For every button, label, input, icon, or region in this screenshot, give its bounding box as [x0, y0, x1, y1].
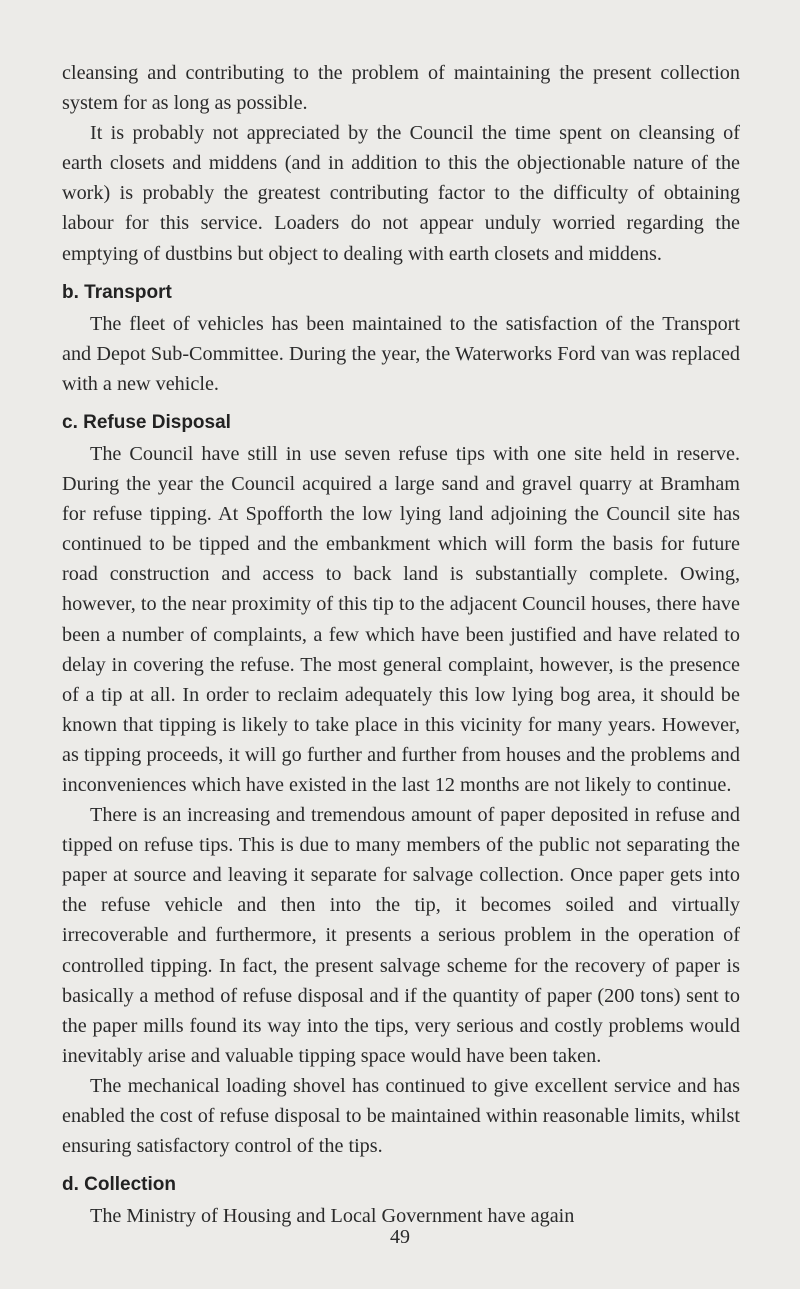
heading-refuse-disposal: c. Refuse Disposal — [62, 411, 231, 433]
page-number: 49 — [390, 1226, 410, 1248]
heading-collection: d. Collection — [62, 1174, 176, 1196]
paragraph-paper-salvage: There is an increasing and tremendous amount of paper deposited in refuse and tipped on refuse tips. This is due to many members of the public not separating the paper at source and leaving it separate for salvage collection. Once paper gets into the refuse vehicle and then into the tip, it becomes soiled and virtually irrecoverable and furthermore, it presents a serious problem in the operation of controlled tipping. In fact, the present salvage scheme for the recovery of paper is basically a method of refuse disposal and if the quantity of paper (200 tons) sent to the paper mills found its way into the tips, very serious and costly problems would inevitably arise and valuable tipping space would have been taken. — [62, 804, 740, 1067]
paragraph-transport: The fleet of vehicles has been maintained to the satisfaction of the Transport and Depot Sub-Committee. During the year, the Waterworks Ford van was replaced with a new vehicle. — [62, 312, 740, 395]
paragraph-loading-shovel: The mechanical loading shovel has continued to give excellent service and has enabled the cost of refuse disposal to be maintained within reasonable limits, whilst ensuring satisfactory control of the tips. — [62, 1074, 740, 1158]
paragraph-intro-closets: It is probably not appreciated by the Council the time spent on cleansing of earth closets and middens (and in addition to this the objectionable nature of the work) is probably the greatest contributing factor to the difficulty of obtaining labour for this service. Loaders do not appear unduly worried regarding the emptying of dustbins but object to dealing with earth closets and middens. — [62, 122, 740, 265]
paragraph-collection: The Ministry of Housing and Local Government have again — [90, 1205, 575, 1228]
paragraph-intro-continuation: cleansing and contributing to the problem of maintaining the present collection system for as long as possible. — [62, 62, 740, 115]
heading-transport: b. Transport — [62, 281, 172, 303]
paragraph-refuse-tips: The Council have still in use seven refuse tips with one site held in reserve. During the year the Council acquired a large sand and gravel quarry at Bramham for refuse tipping. At Spofforth the low lying land adjoining the Council site has continued to be tipped and the embankment which will form the basis for future road construction and access to back land is substantially complete. Owing, however, to the near proximity of this tip to the adjacent Council houses, there have been a number of complaints, a few which have been justified and have related to delay in covering the refuse. The most general complaint, however, is the presence of a tip at all. In order to reclaim adequately this low lying bog area, it should be known that tipping is likely to take place in this vicinity for many years. However, as tipping proceeds, it will go further and further from houses and the problems and inconveniences which have existed in the last 12 months are not likely to continue. — [62, 442, 740, 796]
